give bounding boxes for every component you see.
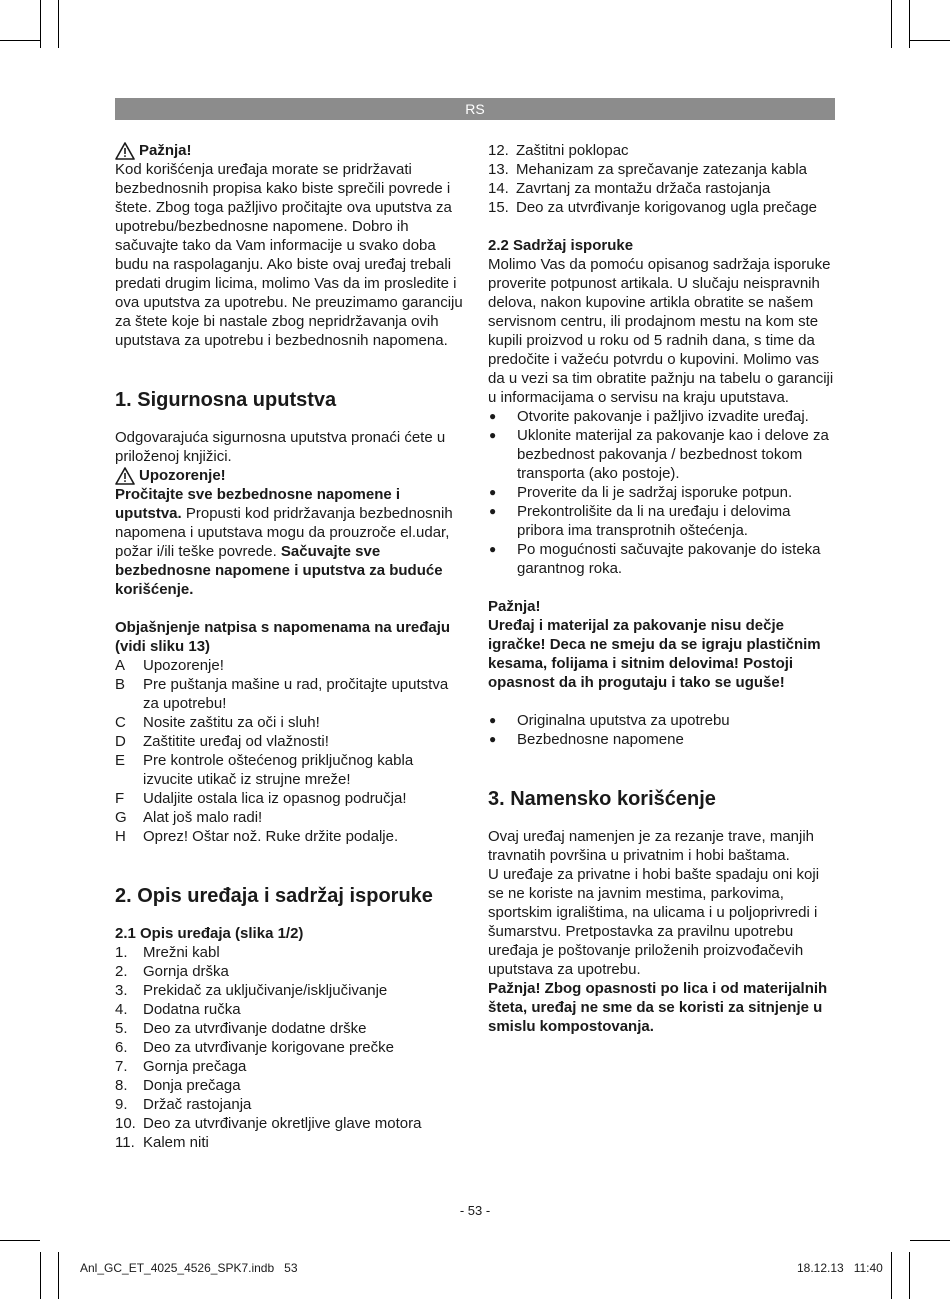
list-item — [488, 502, 838, 540]
crop-mark — [891, 1252, 892, 1299]
warning-triangle-icon — [115, 142, 135, 160]
list-item-key: 15. — [488, 199, 509, 216]
bullet-icon: ● — [489, 542, 497, 556]
list-item-text: Dodatna ručka — [143, 1001, 241, 1018]
list-item-text: Zaštitni poklopac — [516, 142, 629, 159]
attention-text: Kod korišćenja uređaja morate se pridržavati bezbednosnih propisa kako biste sprečili povrede i štete. Zbog toga pažljivo pročitajte ova uputstva za upotrebu/bezbednosne napomene. Dobro ih sačuvajte tako da Vam informacije u svako doba budu na raspolaganju. Ako biste ovaj uređaj trebali predati drugim licima, molimo Vas da im prosledite i ova uputstva za upotrebu. Ne preuzimamo garanciju za štete koje bi nastale zbog nepridržavanja ovih uputstava za upotrebu i bezbednosnih napomena. — [115, 161, 463, 349]
list-item-text: Zaštitite uređaj od vlažnosti! — [143, 733, 329, 750]
list-item — [488, 730, 838, 749]
attention-title: Pažnja! — [139, 142, 192, 159]
list-item-key: 1. — [115, 944, 128, 961]
list-item-text: Deo za utvrđivanje okretljive glave motora — [143, 1115, 422, 1132]
parts-list-a — [115, 943, 465, 1152]
list-item-text: Oprez! Oštar nož. Ruke držite podalje. — [143, 828, 399, 845]
crop-mark — [58, 0, 59, 48]
list-item-text: Po mogućnosti sačuvajte pakovanje do isteka garantnog roka. — [517, 541, 821, 577]
list-item — [115, 981, 465, 1000]
list-item — [115, 1133, 465, 1152]
bullet-icon: ● — [489, 732, 497, 746]
list-item-key: A — [115, 657, 126, 674]
attention-2-title: Pažnja! — [488, 598, 541, 615]
list-item-key: 3. — [115, 982, 128, 999]
list-item-text: Gornja prečaga — [143, 1058, 247, 1075]
list-item-text: Upozorenje! — [143, 657, 224, 674]
list-item — [115, 751, 465, 789]
list-item — [115, 808, 465, 827]
section-2-1-heading: 2.1 Opis uređaja (slika 1/2) — [115, 925, 304, 942]
symbols-list — [115, 656, 465, 846]
list-item-text: Originalna uputstva za upotrebu — [517, 712, 730, 729]
warning-triangle-icon — [115, 467, 135, 485]
attention-2-text: Uređaj i materijal za pakovanje nisu dečje igračke! Deca ne smeju da se igraju plastičnim kesama, folijama i sitnim delovima! Postoji opasnost da ih progutaju i tako se uguše! — [488, 617, 821, 691]
list-item — [488, 407, 838, 426]
list-item-text: Udaljite ostala lica iz opasnog područja! — [143, 790, 407, 807]
list-item — [115, 1038, 465, 1057]
list-item-text: Mrežni kabl — [143, 944, 220, 961]
list-item-key: F — [115, 790, 125, 807]
list-item — [115, 1095, 465, 1114]
list-item-text: Proverite da li je sadržaj isporuke potpun. — [517, 484, 793, 501]
crop-mark — [891, 0, 892, 48]
section-2-2-heading: 2.2 Sadržaj isporuke — [488, 237, 634, 254]
crop-mark — [40, 0, 41, 48]
list-item-text: Gornja drška — [143, 963, 229, 980]
list-item — [115, 656, 465, 675]
list-item — [488, 711, 838, 730]
bullet-icon: ● — [489, 504, 497, 518]
section-1-heading: 1. Sigurnosna uputstva — [115, 389, 337, 411]
list-item-text: Donja prečaga — [143, 1077, 241, 1094]
section-3-text-2: U uređaje za privatne i hobi bašte spadaju oni koji se ne koriste na javnim mestima, parkovima, sportskim igralištima, na ulicama i u poljoprivredi i šumarstvu. Pretpostavka za pravilnu upotrebu uređaja je poštovanje priloženih proizvođačevih uputstava za upotrebu. — [488, 866, 820, 978]
list-item-text: Otvorite pakovanje i pažljivo izvadite uređaj. — [517, 408, 809, 425]
crop-mark — [910, 40, 950, 41]
list-item-key: 12. — [488, 142, 509, 159]
section-2-heading: 2. Opis uređaja i sadržaj isporuke — [115, 885, 433, 907]
list-item — [115, 1057, 465, 1076]
list-item-text: Pre kontrole oštećenog priključnog kabla izvucite utikač iz strujne mreže! — [143, 752, 414, 788]
list-item-key: E — [115, 752, 126, 769]
list-item-key: 2. — [115, 963, 128, 980]
list-item-text: Prekontrolišite da li na uređaju i delovima pribora ima transprotnih oštećenja. — [517, 503, 791, 539]
list-item-text: Mehanizam za sprečavanje zatezanja kabla — [516, 161, 807, 178]
list-item — [115, 962, 465, 981]
list-item-key: D — [115, 733, 126, 750]
language-header-bar — [115, 98, 835, 120]
crop-mark — [40, 1252, 41, 1299]
list-item-text: Deo za utvrđivanje korigovane prečke — [143, 1039, 394, 1056]
list-item — [115, 1114, 465, 1133]
warning-text — [115, 485, 465, 599]
list-item — [488, 141, 838, 160]
crop-mark — [0, 1240, 40, 1241]
parts-list-b — [488, 141, 838, 217]
list-item-text: Kalem niti — [143, 1134, 209, 1151]
list-item — [115, 1000, 465, 1019]
list-item-text: Prekidač za uključivanje/isključivanje — [143, 982, 388, 999]
list-item — [488, 426, 838, 483]
section-3-heading: 3. Namensko korišćenje — [488, 788, 716, 810]
bullet-icon: ● — [489, 485, 497, 499]
list-item — [115, 675, 465, 713]
bullet-icon: ● — [489, 428, 497, 442]
list-item-text: Nosite zaštitu za oči i sluh! — [143, 714, 320, 731]
list-item-key: 13. — [488, 161, 509, 178]
list-item-text: Deo za utvrđivanje korigovanog ugla prečage — [516, 199, 818, 216]
list-item-key: G — [115, 809, 127, 826]
list-item-text: Pre puštanja mašine u rad, pročitajte uputstva za upotrebu! — [143, 676, 449, 712]
list-item-text: Alat još malo radi! — [143, 809, 263, 826]
list-item-key: 10. — [115, 1115, 136, 1132]
list-item-key: 8. — [115, 1077, 128, 1094]
list-item-text: Bezbednosne napomene — [517, 731, 684, 748]
list-item — [488, 160, 838, 179]
list-item — [115, 789, 465, 808]
warning-text-1: Propusti kod pridržavanja bezbednosnih napomena i uputstava mogu da prouzroče el.udar, požar i/ili teške povrede. — [115, 505, 453, 560]
list-item — [115, 827, 465, 846]
language-code: RS — [465, 101, 485, 117]
crop-mark — [58, 1252, 59, 1299]
included-docs-list — [488, 711, 838, 749]
delivery-steps-list — [488, 407, 838, 578]
warning-bold-1: Pročitajte sve bezbednosne napomene i uputstva. — [115, 486, 401, 522]
list-item-key: B — [115, 676, 126, 693]
list-item-text: Držač rastojanja — [143, 1096, 252, 1113]
list-item-key: H — [115, 828, 126, 845]
list-item-key: 14. — [488, 180, 509, 197]
page-number: - 53 - — [459, 1203, 491, 1218]
section-1-intro: Odgovarajuća sigurnosna uputstva pronaći ćete u priloženoj knjižici. — [115, 429, 446, 465]
bullet-icon: ● — [489, 409, 497, 423]
list-item — [115, 732, 465, 751]
list-item — [488, 179, 838, 198]
list-item-text: Deo za utvrđivanje dodatne drške — [143, 1020, 367, 1037]
list-item — [488, 483, 838, 502]
warning-heading — [115, 466, 465, 485]
list-item-key: 7. — [115, 1058, 128, 1075]
list-item-text: Zavrtanj za montažu držača rastojanja — [516, 180, 771, 197]
bullet-icon: ● — [489, 713, 497, 727]
warning-bold-2: Sačuvajte sve bezbednosne napomene i uputstva za buduće korišćenje. — [115, 543, 443, 598]
footer-file-info: Anl_GC_ET_4025_4526_SPK7.indb 53 — [80, 1261, 298, 1275]
list-item-key: 9. — [115, 1096, 128, 1113]
section-2-2-text: Molimo Vas da pomoću opisanog sadržaja isporuke proverite potpunost artikala. U slučaju neispravnih delova, nakon kupovine artikla obratite se našem servisnom centru, ili prodajnom mestu na kom ste kupili proizvod u roku od 5 radnih dana, s time da predočite i važeću potvrdu o kupovini. Molimo vas da u vezi sa tim obratite pažnju na tabelu o garanciji u informacijama o servisu na kraju uputstava. — [488, 256, 834, 406]
list-item — [488, 198, 838, 217]
symbols-heading: Objašnjenje natpisa s napomenama na uređaju (vidi sliku 13) — [115, 619, 451, 655]
list-item — [488, 540, 838, 578]
crop-mark — [0, 40, 40, 41]
left-column — [115, 141, 465, 1152]
warning-title: Upozorenje! — [139, 467, 226, 484]
crop-mark — [910, 1240, 950, 1241]
list-item-key: C — [115, 714, 126, 731]
section-3-text-1: Ovaj uređaj namenjen je za rezanje trave, manjih travnatih površina u privatnim i hobi baštama. — [488, 828, 815, 864]
section-3-warning: Pažnja! Zbog opasnosti po lica i od materijalnih šteta, uređaj ne sme da se koristi za sitnjenje u smislu kompostovanja. — [488, 980, 828, 1035]
list-item — [115, 943, 465, 962]
list-item-key: 6. — [115, 1039, 128, 1056]
list-item — [115, 1076, 465, 1095]
list-item-key: 5. — [115, 1020, 128, 1037]
right-column — [488, 141, 838, 1036]
attention-heading — [115, 141, 465, 160]
list-item-text: Uklonite materijal za pakovanje kao i delove za bezbednost pakovanja / bezbednost tokom transporta (ako postoje). — [517, 427, 829, 482]
list-item — [115, 1019, 465, 1038]
list-item-key: 11. — [115, 1134, 135, 1151]
footer-date-time: 18.12.13 11:40 — [797, 1261, 883, 1275]
list-item-key: 4. — [115, 1001, 128, 1018]
crop-mark — [909, 1252, 910, 1299]
list-item — [115, 713, 465, 732]
